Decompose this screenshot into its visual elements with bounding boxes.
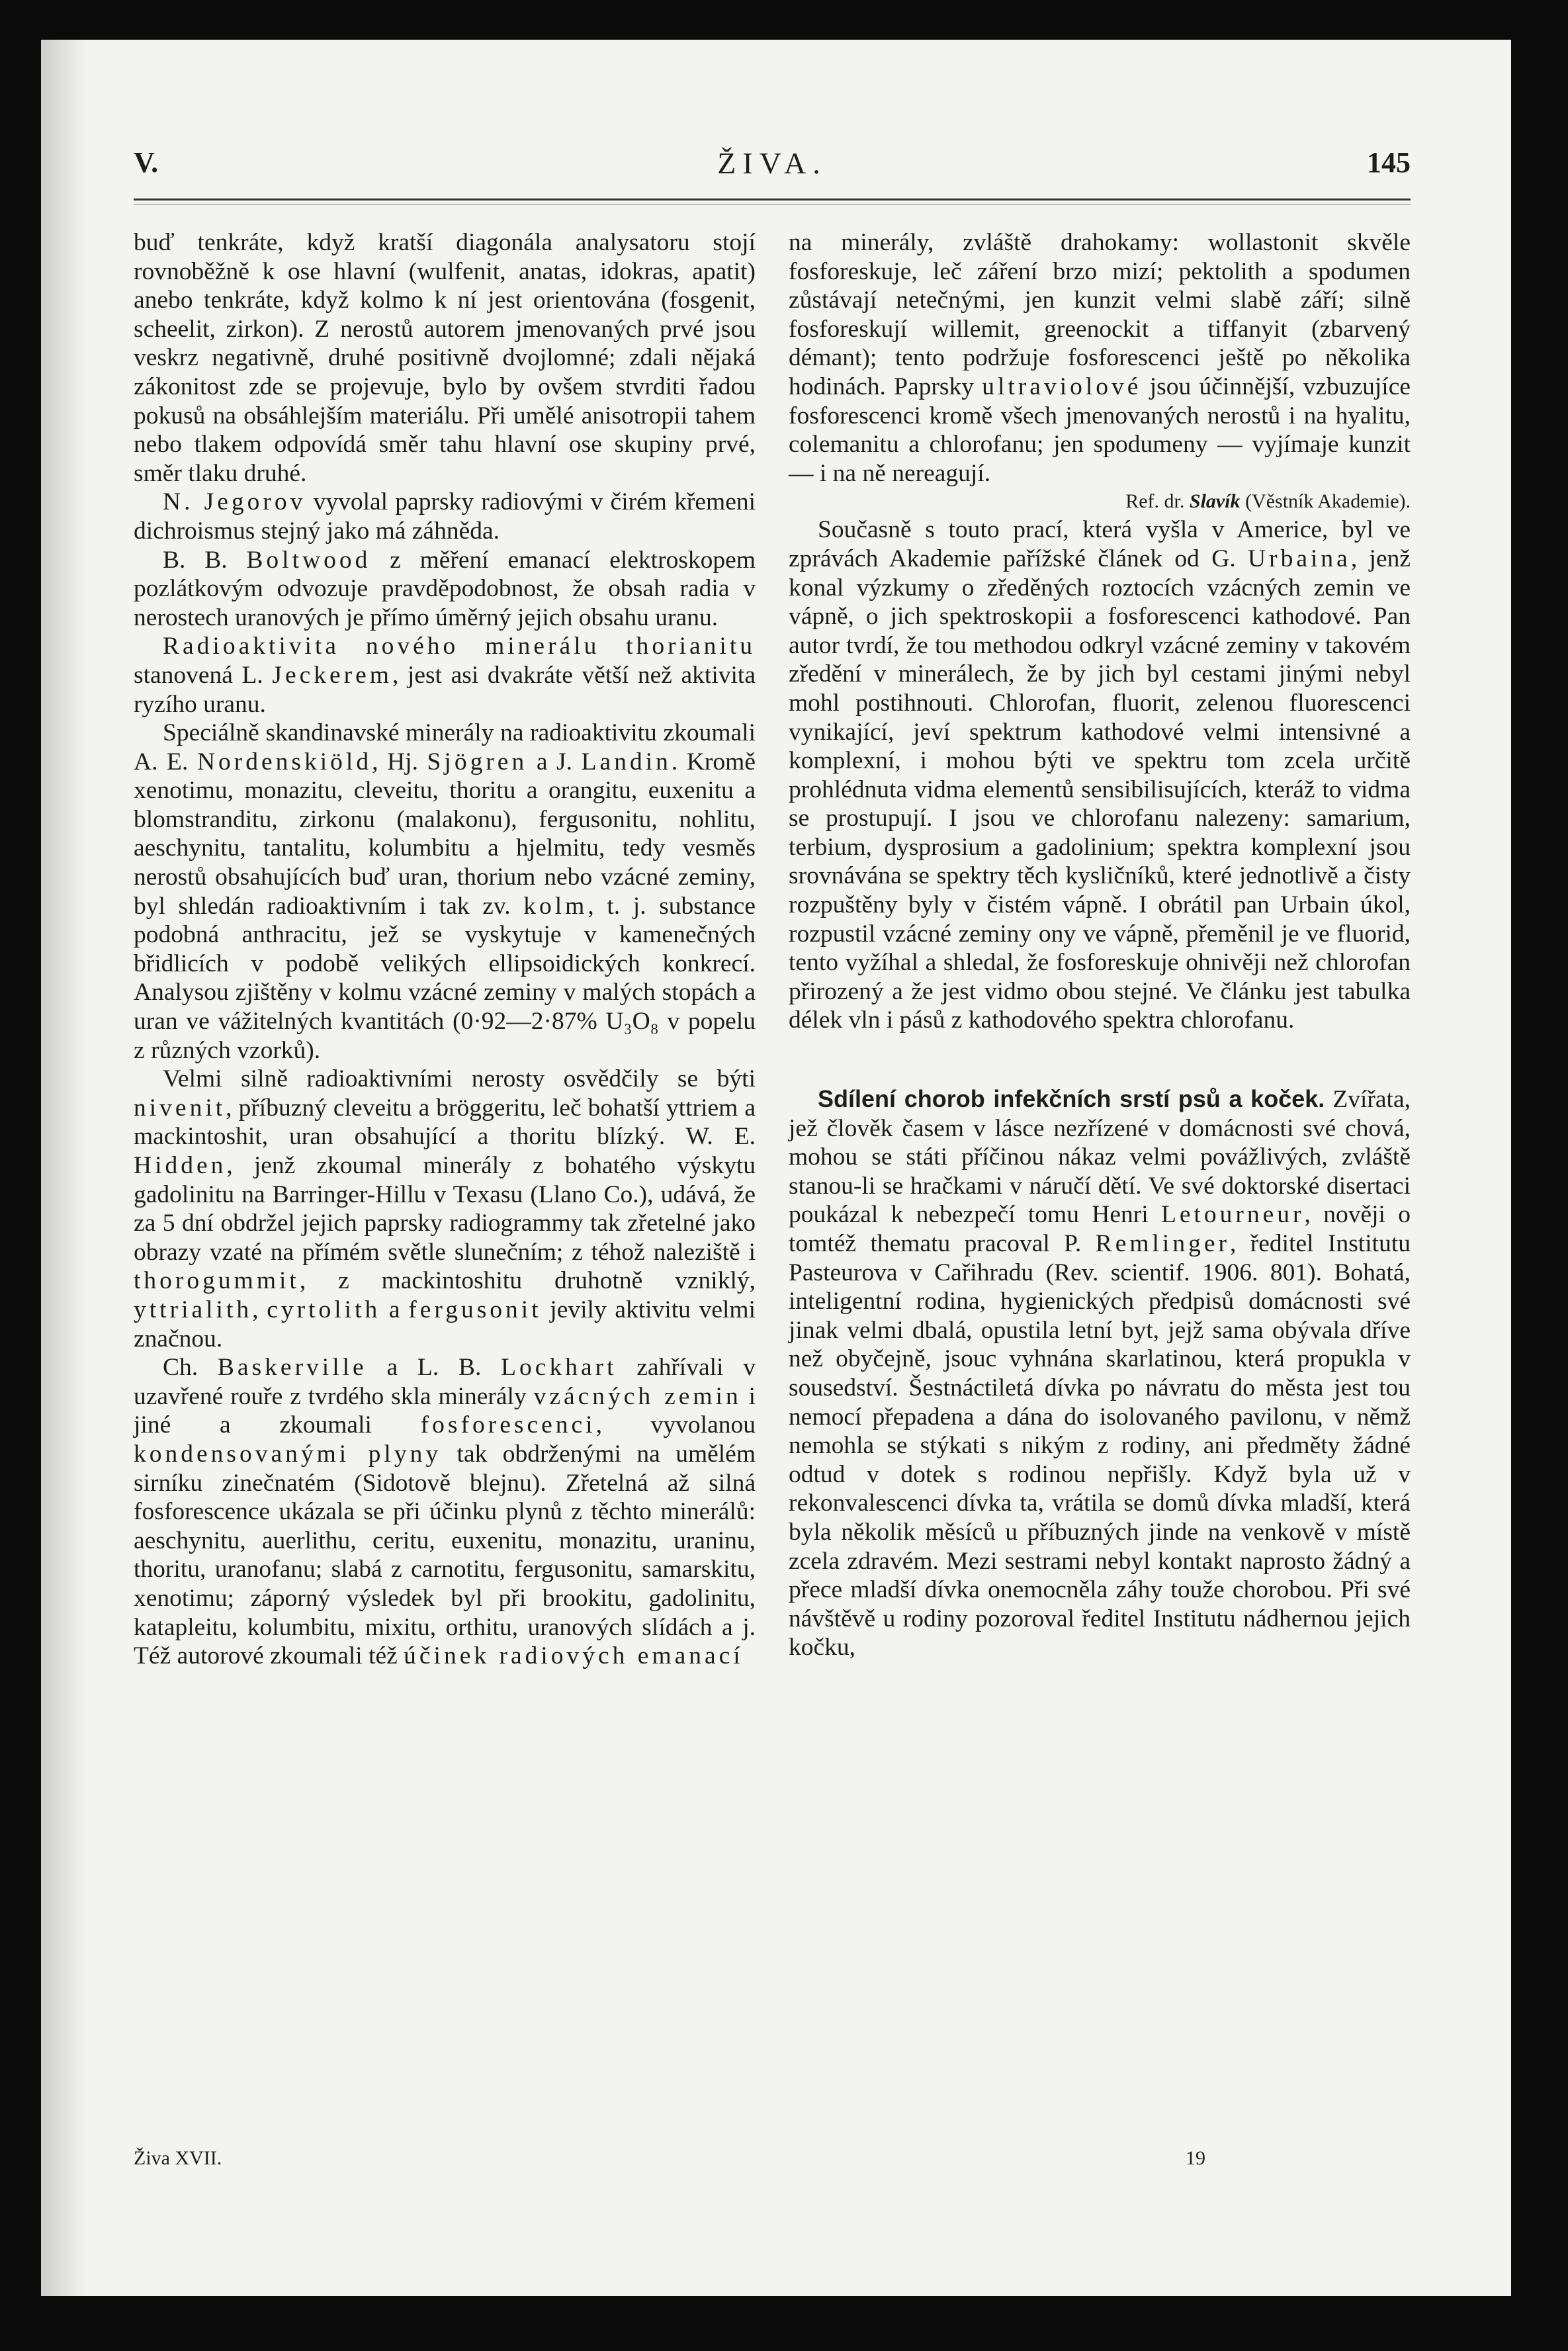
text-run: , vyvolanou [595,1411,756,1439]
header-rule [134,199,1411,200]
text-run: , nověji o tomtéž thematu pracoval P. [789,1201,1411,1257]
text-run: , ředitel Institutu Pasteurova v Cařihradu (Rev. scientif. 1906. 801). Bohatá, inteligentní rodina, hygienických předpisů domácnosti své jinak velmi dbalá, opustila letní byt, jejž sama obývala dříve než obyčejně, jsouc vyhnána skarlatinou, která propukla v sousedství. Šestnáctiletá dívka po návratu do města jest tou nemocí přepadena a dána do isolovaného pavilonu, v němž nemohla se stýkati s nikým z rodiny, ani předměty žádné odtud v dotek s rodinou nepřišly. Když byla už v rekonvalescenci dívka ta, vrátila se domů dívka mladší, která byla několik měsíců u příbuzných jinde na venkově v místě zcela zdravém. Mezi sestrami nebyl kontakt naprosto žádný a přece mladší dívka onemocněla záhy touže chorobou. Při své návštěvě u rodiny pozoroval ředitel Institutu nádhernou jejich kočku, [789,1230,1411,1662]
section-gap [789,1035,1411,1085]
signature-mark: Živa XVII. [134,2147,222,2169]
left-column [134,228,756,2134]
text-run: , Hj. [372,748,427,776]
referee-name: Slavík [1189,490,1241,513]
emphasis: cyrtolith [267,1296,381,1323]
emphasis: nivenit [134,1094,226,1122]
author-name: Hidden [134,1152,227,1179]
author-name: Nordenskiöld [196,748,372,776]
emphasis: fergusonit [408,1296,542,1323]
text-run: , [252,1296,267,1323]
emphasis: vzácných zemin [533,1382,742,1410]
paragraph [134,719,756,1065]
text-run: zahřívali v uzavřené rouře z tvrdého skla minerály [134,1354,756,1410]
paragraph [134,1065,756,1353]
author-name: Remlinger [1095,1230,1230,1257]
emphasis: kondensovanými plyny [134,1440,442,1468]
text-run: a [380,1296,409,1323]
text-run: (Věstník Akademie). [1240,490,1411,513]
text-run: stanovená L. [134,661,273,689]
text-run: . Kromě xenotimu, monazitu, cleveitu, thoritu a orangitu, euxenitu a blomstranditu, zirkonu (malakonu), fergusonitu, nohlitu, aeschynitu, tantalitu, kolumbitu a hjelmitu, tedy vesměs nerostů obsahujících buď uran, thorium nebo vzácné zeminy, byl shledán radioaktivním i tak zv. [134,748,756,920]
right-column [789,228,1411,2134]
text-run: Velmi silně radioaktivními nerosty osvědčily se býti [163,1065,756,1093]
text-run: Ref. dr. [1125,490,1190,513]
paragraph [134,488,756,545]
volume-number: V. [134,146,159,179]
text-run: jsou účinnější, vzbuzujíce fosforescenci kromě všech jmenovaných nerostů i na hyalitu, colemanitu a chlorofanu; jen spodumeny — vyjímaje kunzit — i na ně nereagují. [789,373,1411,487]
author-name: Lockhart [501,1354,617,1382]
page-number: 145 [1367,146,1411,179]
text-run: Současně s touto prací, která vyšla v Americe, byl ve zprávách Akademie pařížské článek od G. [789,516,1411,572]
binding-shadow [41,40,87,2296]
emphasis: kolm [523,892,588,920]
paragraph [789,228,1411,488]
author-name: Sjögren [427,748,528,776]
emphasis: účinek radiových emanací [404,1642,744,1670]
journal-title: ŽIVA. [717,146,827,180]
emphasis: thorogummit [134,1267,300,1295]
text-run: z měření emanací elektroskopem pozlátkovým odvozuje pravděpodobnost, že obsah radia v nerostech uranových je přímo úměrný jejich obsahu uranu. [134,546,756,631]
text-run: vyvolal paprsky radiovými v čirém křemeni dichroismus stejný jako má záhněda. [134,488,756,545]
emphasis: yttrialith [134,1296,253,1323]
author-name: Letourneur [1160,1201,1305,1229]
reference-line [789,488,1411,515]
text-run: , t. j. substance podobná anthracitu, jež se vyskytuje v kamenečných břidlicích v podobě velikých ellipsoidických konkrecí. Analysou zjištěny v kolmu vzácné zeminy v malých stopách a uran ve vážitelných kvantitách (0·92—2·87% U₃O₈ v popelu z různých vzorků). [134,892,756,1064]
paragraph [789,1085,1411,1662]
emphasis: Radioaktivita nového minerálu thorianitu [163,633,756,660]
author-name: N. Jegorov [163,488,306,516]
section-heading: Sdílení chorob infekčních srstí psů a koček. [818,1085,1325,1113]
author-name: Baskerville [217,1354,367,1382]
text-run: na minerály, zvláště drahokamy: wollastonit skvěle fosforeskuje, leč záření brzo mizí; pektolith a spodumen zůstávají netečnými, jen kunzit velmi slabě září; silně fosforeskují willemit, greenockit a tiffanyit (zbarvený démant); tento podržuje fosforescenci ještě po několika hodinách. Paprsky [789,229,1411,400]
paragraph [789,515,1411,1035]
author-name: Landin [581,748,672,776]
paragraph [134,546,756,633]
text-run: i jiné a zkoumali [134,1382,756,1439]
author-name: Urbaina [1248,545,1351,572]
text-run: , jenž konal výzkumy o zředěných roztocích vzácných zemin ve vápně, o jich spektroskopii a fosforescenci kathodové. Pan autor tvrdí, že tou methodou odkryl vzácné zeminy v takovém zředění v minerálech, že by jich byl cestami jinými nebyl mohl postihnouti. Chlorofan, fluorit, zelenou fluorescenci vynikající, jeví spektrum kathodové velmi intensivné a komplexní, i mohou býti ve spektru tom zcela určitě prohlédnuta vidma elementů sensibilisujících, kteráž to vidma se prostupují. I jsou ve chlorofanu nalezeny: samarium, terbium, dysprosium a gadolinium; spektra komplexní jsou srovnávána se spektry těch kysličníků, které jednotlivě a čisty rozpuštěny byly v čistém vápně. I obrátil pan Urbain úkol, rozpustil vzácné zeminy ony ve vápně, přeměnil je ve fluorid, tento vyžíhal a shledal, že fosforeskuje ohnivěji než chlorofan přirozený a že jest vidmo obou stejné. Ve článku jest tabulka délek vln i pásů z kathodového spektra chlorofanu. [789,545,1411,1034]
paragraph [134,632,756,719]
text-run: Speciálně skandinavské minerály na radioaktivitu zkoumali A. E. [134,719,756,776]
text-run: Ch. [163,1354,218,1382]
text-run: , příbuzný cleveitu a bröggeritu, leč bohatší yttriem a mackintoshit, uran obsahující a thoritu blízký. W. E. [134,1094,756,1151]
text-run: , z mackintoshitu druhotně vzniklý, [299,1267,756,1295]
running-header [134,146,1411,199]
emphasis: ultraviolové [982,373,1142,400]
sheet-number: 19 [1186,2147,1205,2169]
author-name: Jeckerem [272,661,392,689]
text-run: jevily aktivitu velmi značnou. [134,1296,756,1353]
author-name: Boltwood [246,546,371,574]
text-run: , jest asi dvakráte větší než aktivita ryzího uranu. [134,661,756,718]
text-run: tak obdrženými na umělém sirníku zinečnatém (Sidotově blejnu). Zřetelná až silná fosforescence ukázala se při účinku plynů z těchto minerálů: aeschynitu, auerlithu, ceritu, euxenitu, monazitu, uraninu, thoritu, uranofanu; slabá z carnotitu, fergusonitu, samarskitu, xenotimu; záporný výsledek byl při brookitu, gadolinitu, katapleitu, kolumbitu, mixitu, orthitu, uranových slídách a j. Též autorové zkoumali též [134,1440,756,1670]
text-run: Zvířata, jež člověk časem v lásce nezřízené v domácnosti své chová, mohou se státi příčinou nákaz velmi povážlivých, zvláště stanou-li se hračkami v náručí dětí. Ve své doktorské disertaci poukázal k nebezpečí tomu Henri [789,1086,1411,1229]
text-run: , jenž zkoumal minerály z bohatého výskytu gadolinitu na Barringer-Hillu v Texasu (Llano Co.), udává, že za 5 dní obdržel jejich paprsky radiogrammy tak zřetelné jako obrazy vzaté na přímém světle slunečním; z téhož naleziště i [134,1152,756,1266]
text-run: a L. B. [367,1354,501,1382]
emphasis: fosforescenci [420,1411,596,1439]
text-run: a J. [527,748,582,776]
paragraph: buď tenkráte, když kratší diagonála analysatoru stojí rovnoběžně k ose hlavní (wulfenit, anatas, idokras, apatit) anebo tenkráte, když kolmo k ní jest orientována (fosgenit, scheelit, zirkon). Z nerostů autorem jmenovaných prvé jsou veskrz negativně, druhé positivně dvojlomné; zdali nějaká zákonitost zde se projevuje, bylo by ovšem stvrditi řadou pokusů na obsáhlejším materiálu. Při umělé anisotropii tahem nebo tlakem odpovídá směr tahu hlavní ose skupiny prvé, směr tlaku druhé. [134,229,756,487]
paragraph [134,1353,756,1671]
text-run: B. B. [163,546,247,574]
page [41,40,1511,2296]
